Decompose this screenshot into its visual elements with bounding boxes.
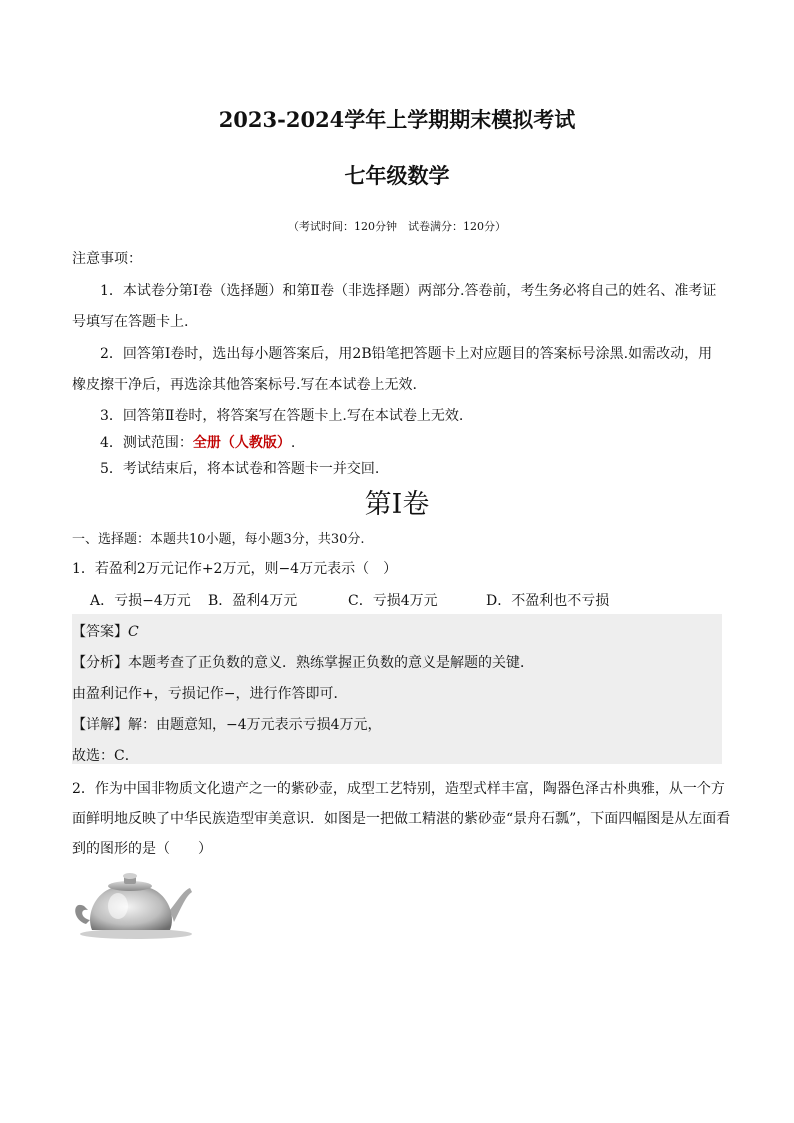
q2-line-3: 到的图形的是（ ） [72, 841, 212, 857]
analysis-label: 【分析】 [72, 655, 128, 671]
analysis-text: 本题考查了正负数的意义．熟练掌握正负数的意义是解题的关键． [128, 655, 534, 671]
teapot-icon [72, 866, 196, 942]
notice-item-1-line-1: 1．本试卷分第Ⅰ卷（选择题）和第Ⅱ卷（非选择题）两部分.答卷前，考生务必将自己的姓名、准考证 [100, 283, 717, 299]
notice-item-2-line-1: 2．回答第Ⅰ卷时，选出每小题答案后，用2B铅笔把答题卡上对应题目的答案标号涂黑.如需改动，用 [100, 346, 713, 362]
detail-text: 解：由题意知，−4万元表示亏损4万元， [128, 717, 382, 733]
q1-option-b: B．盈利4万元 [208, 593, 298, 609]
exam-subject: 七年级数学 [344, 163, 450, 188]
notice-item-2-line-2: 橡皮擦干净后，再选涂其他答案标号.写在本试卷上无效. [72, 377, 417, 393]
notice-item-3: 3．回答第Ⅱ卷时，将答案写在答题卡上.写在本试卷上无效. [100, 408, 464, 424]
q1-stem: 1．若盈利2万元记作+2万元，则−4万元表示（ ） [72, 561, 398, 577]
q1-analysis [72, 652, 534, 672]
volume-title: 第Ⅰ卷 [364, 489, 430, 520]
answer-value: C [128, 624, 139, 640]
q1-option-a: A．亏损−4万元 [90, 593, 191, 609]
q2-line-2: 面鲜明地反映了中华民族造型审美意识．如图是一把做工精湛的紫砂壶“景舟石瓢”，下面四幅图是从左面看 [72, 811, 731, 827]
q1-analysis-line-2: 由盈利记作+，亏损记作−，进行作答即可． [72, 686, 348, 702]
q2-line-1: 2．作为中国非物质文化遗产之一的紫砂壶，成型工艺特别，造型式样丰富，陶器色泽古朴典雅，从一个方 [72, 781, 725, 797]
q1-detail [72, 714, 382, 734]
notice-item-5: 5．考试结束后，将本试卷和答题卡一并交回. [100, 461, 380, 477]
test-range: 全册（人教版） [192, 435, 291, 451]
section-heading: 一、选择题：本题共10小题，每小题3分，共30分. [72, 532, 365, 547]
exam-info: （考试时间：120分钟 试卷满分：120分） [288, 220, 506, 233]
notice-item-4-suffix: . [290, 435, 296, 451]
exam-title: 2023-2024学年上学期期末模拟考试 [218, 107, 576, 132]
q1-option-c: C．亏损4万元 [348, 593, 438, 609]
answer-label: 【答案】 [72, 624, 128, 640]
q1-choose: 故选：C． [72, 748, 139, 764]
notice-heading: 注意事项： [72, 251, 142, 267]
q1-option-d: D．不盈利也不亏损 [486, 593, 610, 609]
notice-item-1-line-2: 号填写在答题卡上. [72, 314, 189, 330]
detail-label: 【详解】 [72, 717, 128, 733]
notice-item-4-prefix: 4．测试范围： [100, 435, 193, 451]
notice-item-4 [100, 432, 295, 452]
q1-answer [72, 621, 139, 641]
